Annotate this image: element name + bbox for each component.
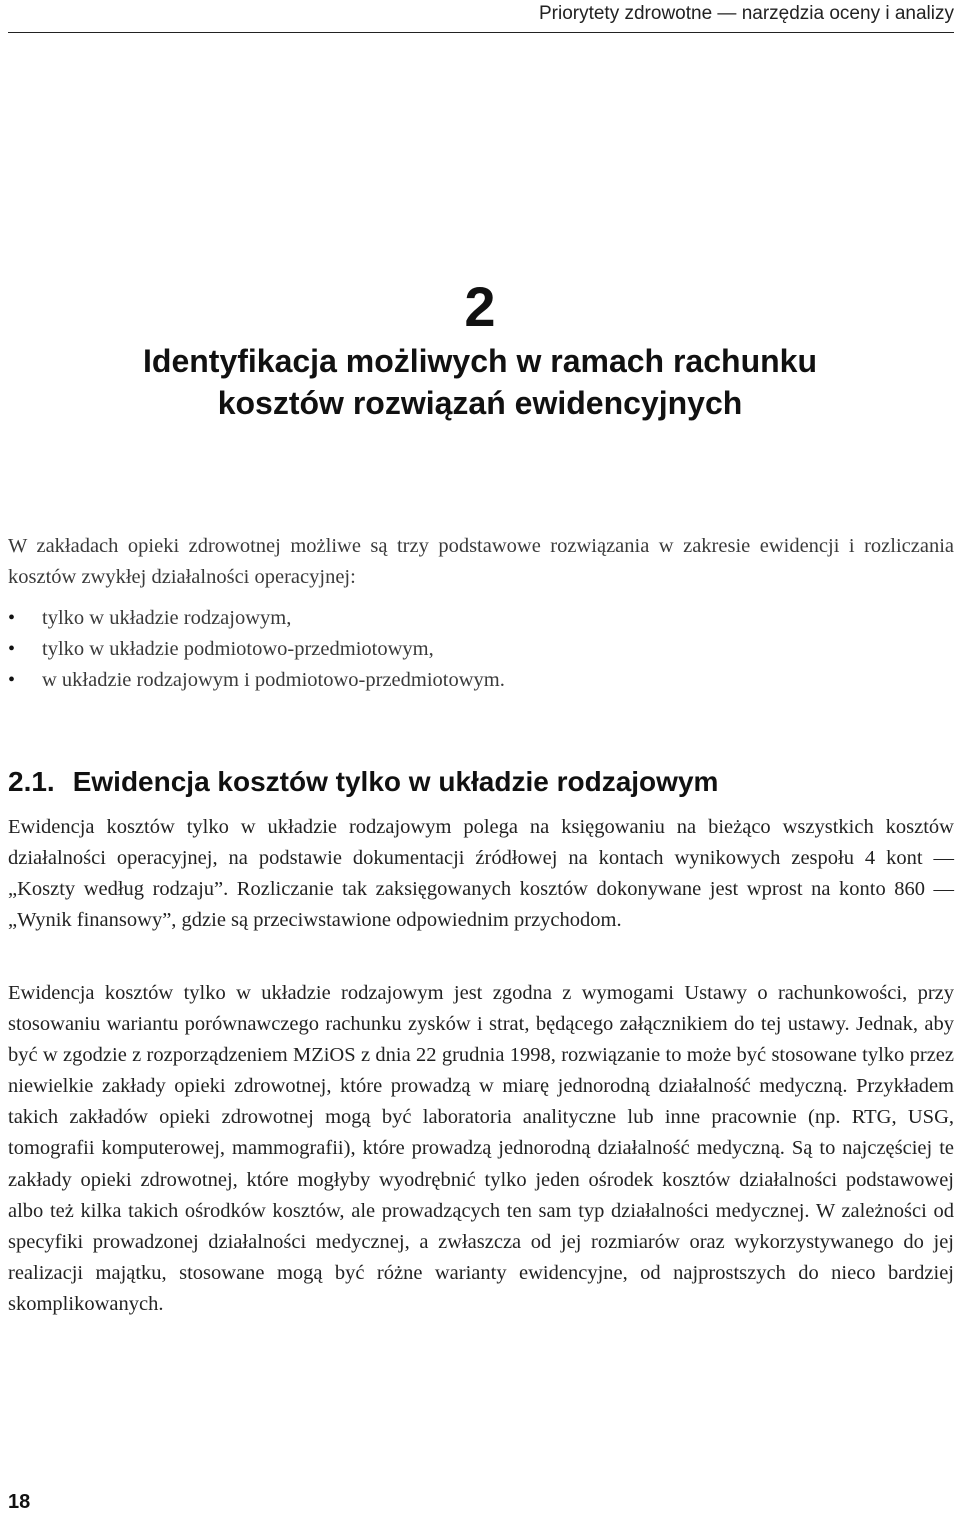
body-paragraph-1: Ewidencja kosztów tylko w układzie rodzajowym polega na księgowaniu na bieżąco wszystkich kosztów działalności operacyjnej, na podstawie dokumentacji źródłowej na kontach wynikowych zespołu 4 kont — „Koszty według rodzaju”. Rozliczanie tak zaksięgowanych kosztów dokonywane jest wprost na konto 860 — „Wynik finansowy”, gdzie są przeciwstawione odpowiednim przychodom. <box>8 816 954 932</box>
chapter-number: 2 <box>464 275 496 338</box>
list-item-text: tylko w układzie rodzajowym, <box>42 607 292 629</box>
chapter-title-line-1: Identyfikacja możliwych w ramach rachunku <box>143 343 817 379</box>
list-item <box>8 603 954 634</box>
list-item <box>8 634 954 665</box>
body-paragraph-2: Ewidencja kosztów tylko w układzie rodzajowym jest zgodna z wymogami Ustawy o rachunkowości, przy stosowaniu wariantu porównawczego rachunku zysków i strat, będącego załącznikiem do tej ustawy. Jednak, aby być w zgodzie z rozporządzeniem MZiOS z dnia 22 grudnia 1998, rozwiązanie to może być stosowane tylko przez niewielkie zakłady opieki zdrowotnej, które prowadzą w miarę jednorodną działalność medyczną. Przykładem takich zakładów opieki zdrowotnej mogą być laboratoria analityczne lub inne pracownie (np. RTG, USG, tomografii komputerowej, mammografii), które prowadzą jednorodną działalność medyczną. Są to najczęściej te zakłady opieki zdrowotnej, które mogłyby wyodrębnić tylko jeden ośrodek kosztów działalności podstawowej albo też kilka takich ośrodków kosztów, ale prowadzących ten sam typ działalności medycznej. W zależności od specyfiki prowadzonej działalności medycznej, a zwłaszcza od jej rozmiarów oraz wykorzystywanego do jej realizacji majątku, stosowane mogą być różne warianty ewidencyjne, od najprostszych do nieco bardziej skomplikowanych. <box>8 982 954 1315</box>
list-item-text: w układzie rodzajowym i podmiotowo-przedmiotowym. <box>42 669 505 691</box>
bullet-icon: • <box>8 669 16 691</box>
bullet-list <box>8 603 954 696</box>
chapter-title-line-2: kosztów rozwiązań ewidencyjnych <box>217 385 743 421</box>
list-item-text: tylko w układzie podmiotowo-przedmiotowym, <box>42 638 434 660</box>
chapter-title <box>0 340 960 424</box>
bullet-icon: • <box>8 607 16 629</box>
running-header: Priorytety zdrowotne — narzędzia oceny i analizy <box>8 0 954 33</box>
section-title: Ewidencja kosztów tylko w układzie rodzajowym <box>72 766 719 797</box>
list-item <box>8 665 954 696</box>
section-heading <box>8 762 718 802</box>
intro-paragraph: W zakładach opieki zdrowotnej możliwe są trzy podstawowe rozwiązania w zakresie ewidencji i rozliczania kosztów zwykłej działalności operacyjnej: <box>8 535 954 588</box>
page-number: 18 <box>8 1491 31 1513</box>
section-number: 2.1. <box>8 766 55 797</box>
bullet-icon: • <box>8 638 16 660</box>
